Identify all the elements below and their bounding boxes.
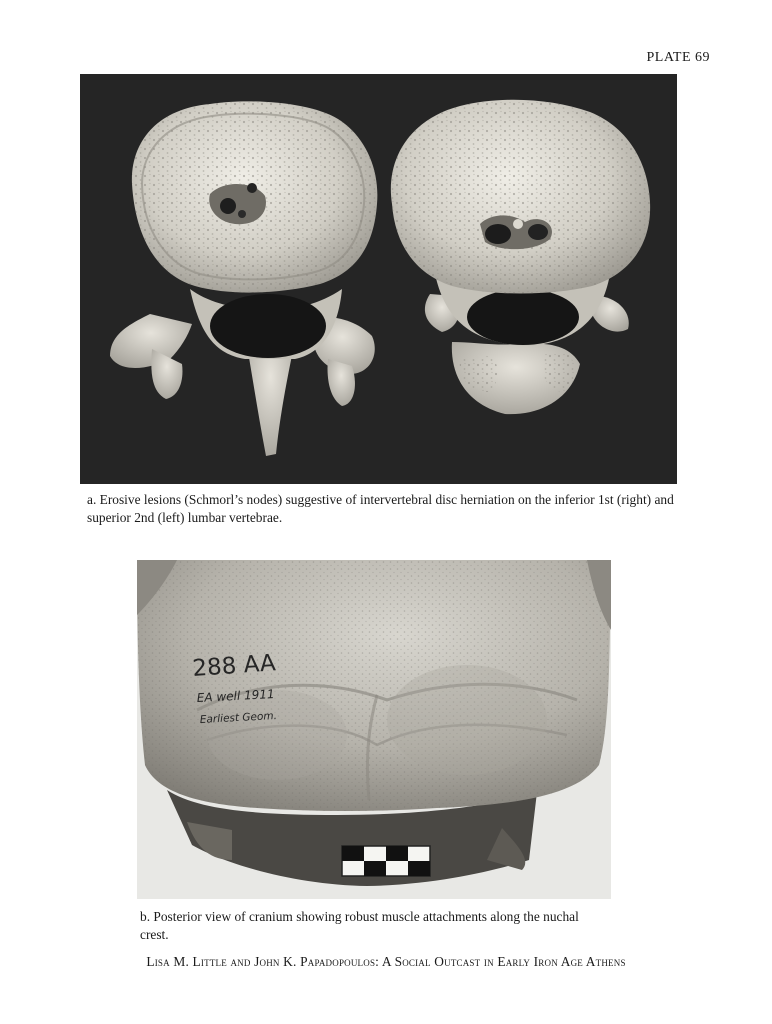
right-vertebra [391,100,650,414]
figure-b-photograph [137,560,611,899]
specimen-label-line1: 288 AA [191,650,277,682]
scale-bar [342,846,430,876]
specimen-label-line2: EA well 1911 [196,686,275,705]
plate-number: PLATE 69 [646,50,710,65]
figure-b-caption: b. Posterior view of cranium showing robust muscle attachments along the nuchal crest. [140,909,579,942]
running-footer: Lisa M. Little and John K. Papadopoulos: A Social Outcast in Early Iron Age Athens [146,954,626,969]
specimen-label-line3: Earliest Geom. [199,709,278,726]
figure-a-photograph [80,74,677,484]
figure-a-caption: a. Erosive lesions (Schmorl’s nodes) suggestive of intervertebral disc herniation on the inferior 1st (right) and superior 2nd (left) lumbar vertebrae. [87,492,674,525]
left-vertebra [110,101,377,456]
